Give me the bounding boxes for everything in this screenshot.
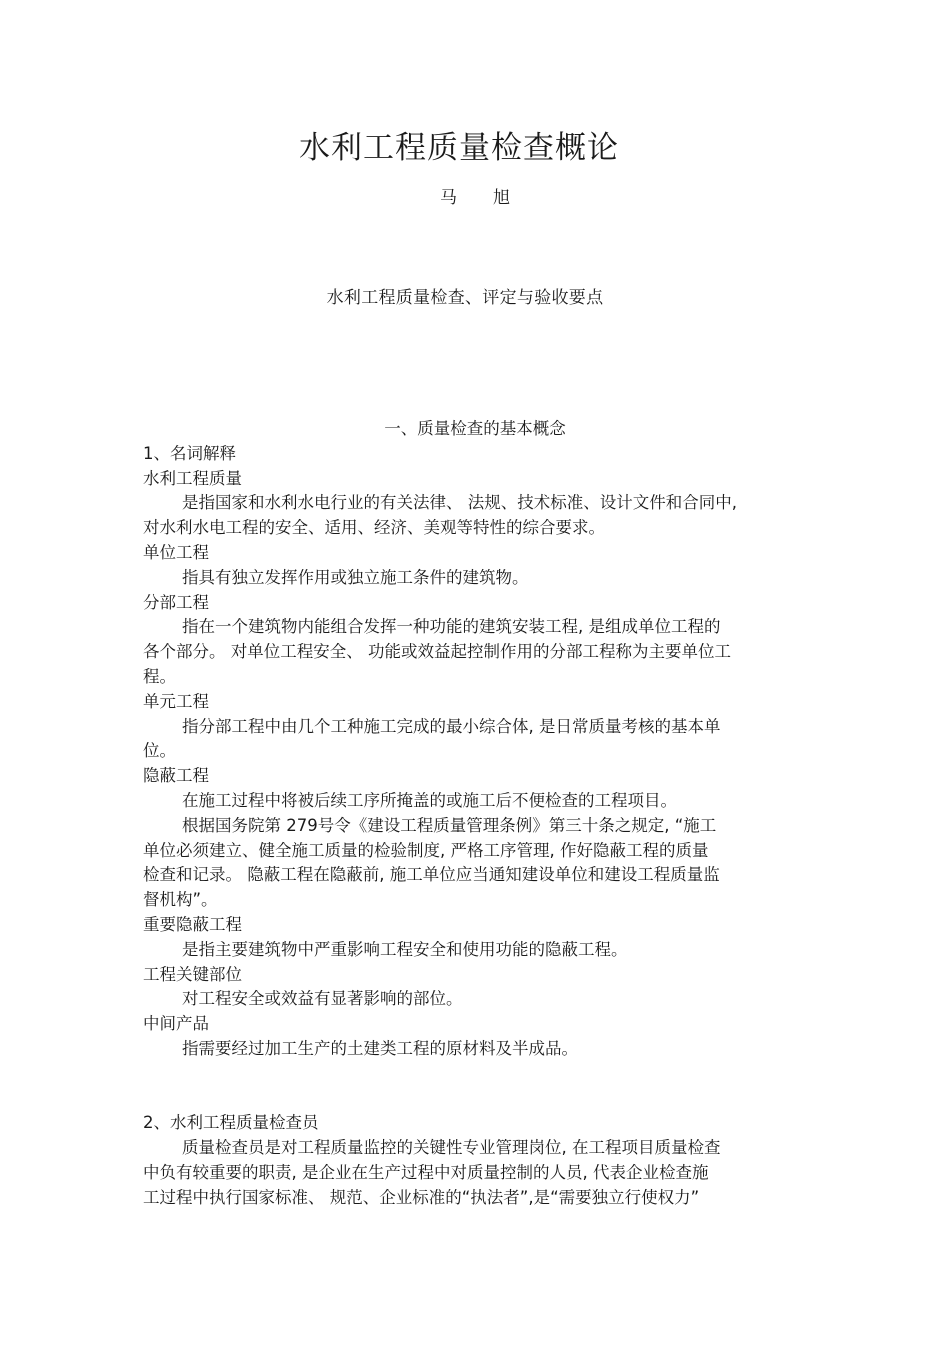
body-text [143, 417, 807, 1211]
paragraph-line: 工过程中执行国家标准、 规范、企业标准的“执法者”,是“需要独立行使权力” [143, 1187, 700, 1207]
document-subtitle: 水利工程质量检查、评定与验收要点 [326, 288, 604, 308]
paragraph-line: 中负有较重要的职责, 是企业在生产过程中对质量控制的人员, 代表企业检查施 [143, 1162, 709, 1182]
paragraph-line: 在施工过程中将被后续工序所掩盖的或施工后不便检查的工程项目。 [182, 790, 677, 810]
paragraph-line: 对工程安全或效益有显著影响的部位。 [182, 989, 463, 1009]
term-heading: 工程关键部位 [143, 964, 242, 984]
section-heading: 一、质量检查的基本概念 [384, 419, 566, 438]
paragraph-line: 位。 [143, 741, 176, 761]
paragraph-line: 各个部分。 对单位工程安全、 功能或效益起控制作用的分部工程称为主要单位工 [143, 642, 731, 662]
paragraph-line: 质量检查员是对工程质量监控的关键性专业管理岗位, 在工程项目质量检查 [182, 1138, 721, 1158]
paragraph-line: 指具有独立发挥作用或独立施工条件的建筑物。 [182, 567, 529, 587]
section-gap [143, 1062, 807, 1112]
paragraph-line: 单位必须建立、健全施工质量的检验制度, 严格工序管理, 作好隐蔽工程的质量 [143, 840, 709, 860]
paragraph-line: 指分部工程中由几个工种施工完成的最小综合体, 是日常质量考核的基本单 [182, 716, 721, 736]
document-title: 水利工程质量检查概论 [299, 130, 619, 166]
paragraph-line: 检查和记录。 隐蔽工程在隐蔽前, 施工单位应当通知建设单位和建设工程质量监 [143, 865, 720, 885]
paragraph-line: 指在一个建筑物内能组合发挥一种功能的建筑安装工程, 是组成单位工程的 [182, 617, 721, 637]
term-heading: 隐蔽工程 [143, 766, 209, 786]
paragraph-line: 指需要经过加工生产的土建类工程的原材料及半成品。 [182, 1038, 578, 1058]
term-heading: 中间产品 [143, 1014, 209, 1034]
paragraph-line: 督机构”。 [143, 890, 218, 910]
subsection-heading: 2、水利工程质量检查员 [143, 1113, 319, 1133]
term-heading: 分部工程 [143, 592, 209, 612]
paragraph-line: 是指国家和水利水电行业的有关法律、 法规、技术标准、设计文件和合同中, [182, 493, 737, 513]
paragraph-line: 是指主要建筑物中严重影响工程安全和使用功能的隐蔽工程。 [182, 939, 628, 959]
paragraph-line: 程。 [143, 666, 176, 686]
term-heading: 水利工程质量 [143, 468, 242, 488]
author-name: 马旭 [440, 188, 546, 208]
subsection-heading: 1、名词解释 [143, 443, 236, 463]
paragraph-line: 根据国务院第 279号令《建设工程质量管理条例》第三十条之规定, “施工 [182, 815, 717, 835]
term-heading: 单位工程 [143, 542, 209, 562]
paragraph-line: 对水利水电工程的安全、适用、经济、美观等特性的综合要求。 [143, 518, 605, 538]
term-heading: 重要隐蔽工程 [143, 914, 242, 934]
term-heading: 单元工程 [143, 691, 209, 711]
